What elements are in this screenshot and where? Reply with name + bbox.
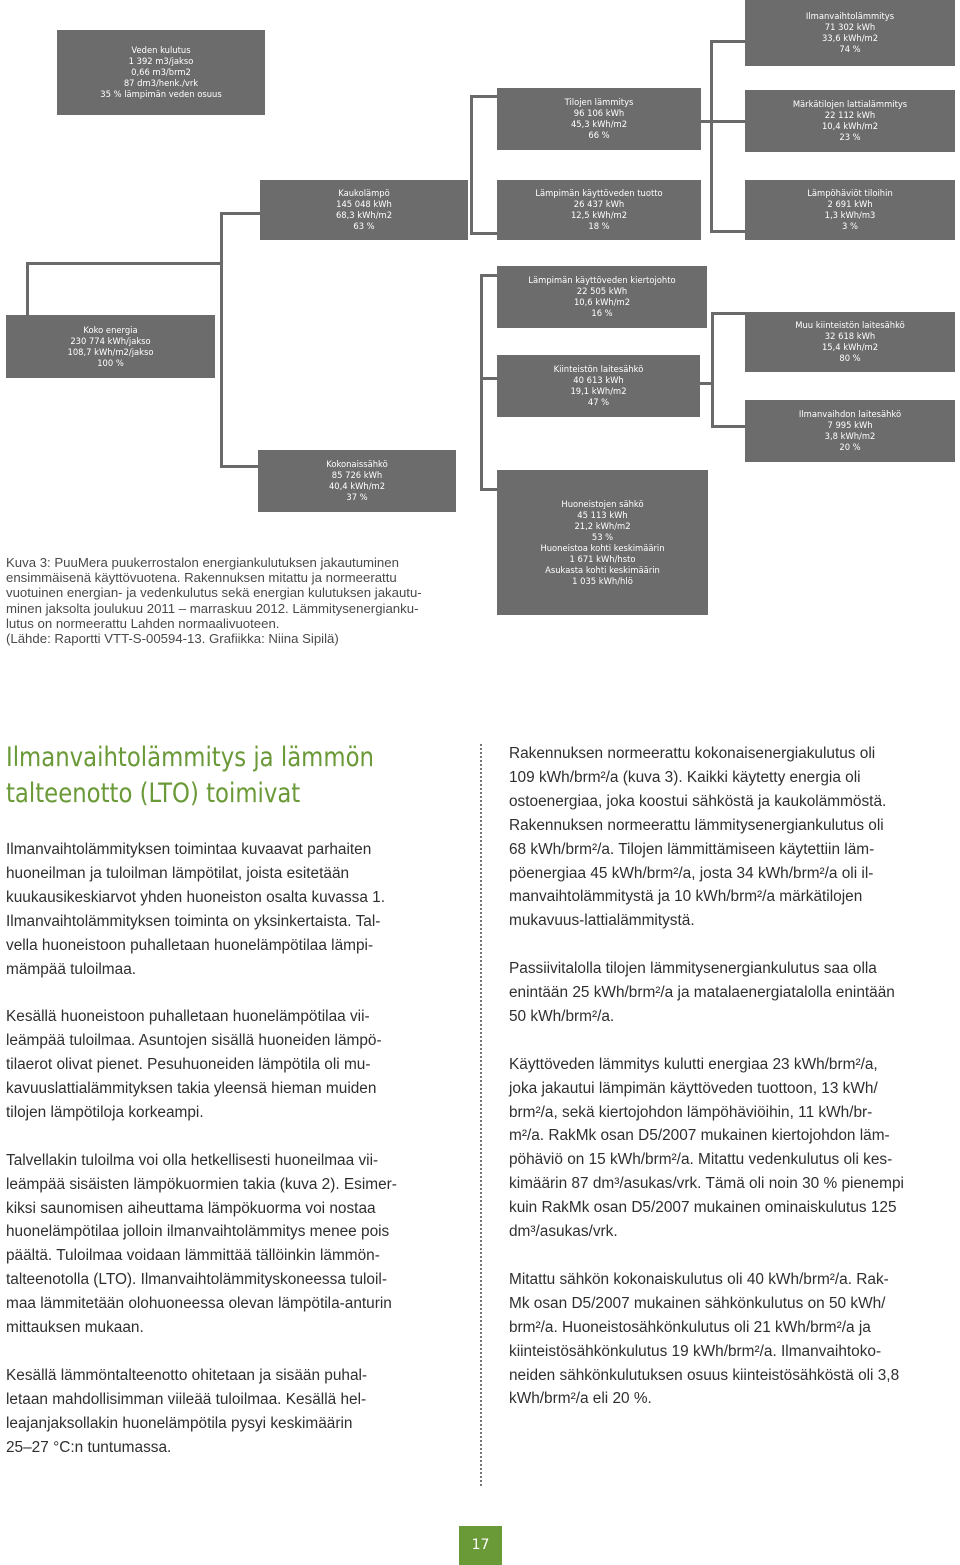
text-line: Käyttöveden lämmitys kulutti energiaa 23 kWh/brm²/a,	[509, 1055, 878, 1073]
box-line: Kiinteistön laitesähkö	[553, 364, 644, 374]
text-line: kuin RakMk osan D5/2007 mukainen ominaiskulutus 125	[509, 1199, 897, 1217]
text-line: Ilmanvaihtolämmityksen toimintaa kuvaavat parhaiten	[6, 841, 372, 858]
text-line: 25–27 °C:n tuntumassa.	[6, 1438, 172, 1456]
text-line: päältä. Tuloilmaa voidaan lämmittää tällöinkin lämmön-	[6, 1247, 380, 1265]
caption-line: (Lähde: Raportti VTT-S-00594-13. Grafiikka: Niina Sipilä)	[6, 631, 339, 647]
text-line: kiinteistösähkönkulutus 19 kWh/brm²/a. Ilmanvaihtoko-	[509, 1342, 882, 1360]
caption-line: vuotuinen energian- ja vedenkulutus sekä energian kulutuksen jakautu-	[6, 585, 422, 601]
box-line: Asukasta kohti keskimäärin	[545, 564, 660, 575]
caption-line: minen jaksolta joulukuu 2011 – marraskuu 2012. Lämmitysenergianku-	[6, 600, 419, 616]
box-line: 71 302 kWh	[824, 22, 876, 32]
box-line: 10,6 kWh/m2	[573, 297, 631, 307]
box-line: Kokonaissähkö	[326, 459, 388, 469]
figure-caption	[6, 555, 448, 646]
text-line: letaan mahdollisimman viileää tuloilmaa. Kesällä hel-	[6, 1390, 367, 1408]
apartment-electricity-box	[497, 470, 708, 615]
text-line: leämpää tuloilmaa. Asuntojen sisällä huoneiden lämpö-	[6, 1032, 382, 1050]
box-line: 40 613 kWh	[573, 375, 624, 385]
box-line: 0,66 m3/brm2	[131, 67, 191, 77]
connector	[220, 212, 223, 467]
total-electricity-box	[258, 450, 456, 512]
text-line: pöenergiaa 45 kWh/brm²/a, josta 34 kWh/brm²/a oli il-	[509, 864, 874, 882]
box-line: 108,7 kWh/m2/jakso	[67, 346, 154, 357]
text-line: Mk osan D5/2007 mukainen sähkönkulutus on 50 kWh/	[509, 1294, 886, 1312]
text-line: talteenotolla (LTO). Ilmanvaihtolämmityskoneessa tuloil-	[6, 1271, 387, 1289]
paragraph	[6, 1149, 451, 1340]
total-energy-box	[6, 315, 215, 378]
caption-line: ensimmäisenä käyttövuotena. Rakennuksen mitattu ja normeerattu	[6, 570, 397, 586]
ventilation-heating-box	[745, 0, 955, 66]
box-line: 10,4 kWh/m2	[821, 121, 879, 131]
district-heat-box	[260, 180, 468, 240]
box-line: 33,6 kWh/m2	[821, 33, 879, 43]
text-line: Rakennuksen normeerattu kokonaisenergiakulutus oli	[509, 745, 876, 762]
box-line: 3 %	[842, 221, 858, 231]
box-line: 2 691 kWh	[827, 199, 873, 209]
box-line: 1,3 kWh/m3	[824, 210, 876, 220]
text-line: kWh/brm²/a eli 20 %.	[509, 1390, 652, 1408]
left-column	[6, 838, 451, 1483]
box-line: 35 % lämpimän veden osuus	[100, 89, 222, 99]
box-line: 100 %	[97, 357, 124, 368]
paragraph	[6, 838, 451, 981]
box-line: Huoneistojen sähkö	[561, 498, 644, 509]
box-line: 45,3 kWh/m2	[570, 119, 628, 129]
box-line: 68,3 kWh/m2	[335, 210, 393, 220]
column-divider	[480, 744, 482, 1486]
text-line: ostoenergiaa, joka koostui sähköstä ja kaukolämmöstä.	[509, 792, 887, 810]
text-line: m²/a. RakMk osan D5/2007 mukainen kiertojohdon läm-	[509, 1127, 890, 1145]
box-line: Lämpöhäviöt tiloihin	[807, 188, 893, 198]
section-heading	[6, 740, 374, 812]
space-heating-box	[497, 88, 701, 150]
floor-heating-box	[745, 90, 955, 152]
connector	[710, 230, 750, 233]
paragraph	[509, 1268, 955, 1411]
text-line: Rakennuksen normeerattu lämmitysenergiankulutus oli	[509, 816, 884, 834]
caption-line: Kuva 3: PuuMera puukerrostalon energiankulutuksen jakautuminen	[6, 555, 399, 570]
box-line: 66 %	[588, 130, 610, 140]
text-line: vella huoneistoon puhalletaan huonelämpötilaa lämpi-	[6, 936, 374, 954]
text-line: kiksi saunomisen aiheuttama lämpökuorma voi nostaa	[6, 1199, 376, 1217]
box-line: 18 %	[588, 221, 610, 231]
paragraph	[509, 957, 955, 1029]
connector	[710, 40, 713, 233]
connector	[26, 262, 29, 316]
connector	[470, 95, 473, 235]
text-line: Passiivitalolla tilojen lämmitysenergiankulutus saa olla	[509, 960, 877, 978]
text-line: maa lämmitetään olohuoneessa olevan lämpötila-anturin	[6, 1295, 392, 1313]
text-line: 109 kWh/brm²/a (kuva 3). Kaikki käytetty energia oli	[509, 768, 861, 786]
text-line: pöhäviö on 15 kWh/brm²/a. Mitattu vedenkulutus oli kes-	[509, 1151, 893, 1169]
paragraph	[509, 742, 955, 933]
text-line: tilaerot olivat pienet. Pesuhuoneiden lämpötila oli mu-	[6, 1056, 371, 1074]
property-electricity-box	[497, 355, 700, 417]
box-line: 53 %	[591, 531, 614, 542]
box-line: 40,4 kWh/m2	[328, 481, 386, 491]
box-line: 23 %	[839, 132, 861, 142]
box-line: 3,8 kWh/m2	[824, 431, 876, 441]
text-line: tilojen lämpötiloja korkeampi.	[6, 1103, 204, 1121]
text-line: kuukausikeskiarvot yhden huoneiston osalta kuvassa 1.	[6, 888, 386, 906]
dhw-production-box	[497, 180, 701, 240]
text-line: dm³/asukas/vrk.	[509, 1223, 618, 1241]
connector	[710, 40, 750, 43]
text-line: 50 kWh/brm²/a.	[509, 1007, 615, 1025]
box-line: Lämpimän käyttöveden kiertojohto	[528, 275, 676, 285]
box-line: 37 %	[346, 492, 368, 502]
box-line: 74 %	[839, 44, 861, 54]
box-line: 26 437 kWh	[573, 199, 625, 209]
text-line: huoneilman ja tuloilman lämpötilat, joista esitetään	[6, 864, 350, 882]
box-line: 12,5 kWh/m2	[570, 210, 628, 220]
box-line: 85 726 kWh	[331, 470, 383, 480]
box-line: Ilmanvaihtolämmitys	[805, 11, 895, 21]
other-property-electricity-box	[745, 312, 955, 372]
connector	[470, 95, 500, 98]
connector	[480, 377, 498, 380]
box-line: Veden kulutus	[131, 45, 191, 55]
text-line: Talvellakin tuloilma voi olla hetkellisesti huoneilmaa vii-	[6, 1151, 379, 1169]
connector	[480, 488, 498, 491]
connector	[470, 232, 500, 235]
box-line: 1 671 kWh/hsto	[569, 553, 636, 564]
box-line: 15,4 kWh/m2	[821, 342, 879, 352]
box-line: 145 048 kWh	[336, 199, 392, 209]
box-line: 20 %	[839, 442, 861, 452]
paragraph	[6, 1364, 451, 1460]
connector	[710, 120, 750, 123]
box-line: 87 dm3/henk./vrk	[123, 78, 199, 88]
text-line: kavuuslattialämmityksen takia yleensä hieman muiden	[6, 1080, 377, 1098]
connector	[711, 312, 749, 315]
box-line: 47 %	[587, 397, 610, 407]
text-line: Mitattu sähkön kokonaiskulutus oli 40 kWh/brm²/a. Rak-	[509, 1270, 889, 1288]
connector	[711, 312, 714, 427]
connector	[480, 274, 498, 277]
box-line: 1 392 m3/jakso	[128, 56, 194, 66]
text-line: 68 kWh/brm²/a. Tilojen lämmittämiseen käytettiin läm-	[509, 840, 875, 858]
box-line: Muu kiinteistön laitesähkö	[795, 320, 905, 330]
heat-losses-box	[745, 180, 955, 240]
ventilation-electricity-box	[745, 400, 955, 462]
text-line: joka jakautui lämpimän käyttöveden tuottoon, 13 kWh/	[509, 1079, 878, 1097]
box-line: Huoneistoa kohti keskimäärin	[540, 542, 665, 553]
box-line: 96 106 kWh	[573, 108, 625, 118]
text-line: manvaihtolämmitystä ja 10 kWh/brm²/a märkätilojen	[509, 888, 863, 906]
box-line: 16 %	[591, 308, 613, 318]
box-line: 7 995 kWh	[827, 420, 873, 430]
box-line: Tilojen lämmitys	[564, 97, 634, 107]
text-line: kimäärin 87 dm³/asukas/vrk. Tämä oli noin 30 % pienempi	[509, 1175, 904, 1193]
connector	[26, 262, 221, 265]
text-line: Ilmanvaihtolämmityksen toiminta on yksinkertaista. Tal-	[6, 912, 381, 930]
box-line: 80 %	[839, 353, 861, 363]
text-line: Kesällä lämmöntalteenotto ohitetaan ja sisään puhal-	[6, 1366, 368, 1384]
text-line: mittauksen mukaan.	[6, 1319, 144, 1337]
box-line: Ilmanvaihdon laitesähkö	[798, 409, 902, 419]
box-line: 45 113 kWh	[577, 509, 628, 520]
box-line: 19,1 kWh/m2	[570, 386, 627, 396]
box-line: 21,2 kWh/m2	[574, 520, 631, 531]
text-line: leämpää sisäisten lämpökuormien takia (kuva 2). Esimer-	[6, 1175, 397, 1193]
text-line: neiden sähkönkulutuksen osuus kiinteistösähköstä oli 3,8	[509, 1366, 900, 1384]
text-line: Kesällä huoneistoon puhalletaan huonelämpötilaa vii-	[6, 1008, 370, 1026]
text-line: brm²/a, sekä kiertojohdon lämpöhäviöihin, 11 kWh/br-	[509, 1103, 873, 1121]
box-line: 63 %	[353, 221, 375, 231]
box-line: 32 618 kWh	[824, 331, 876, 341]
box-line: 1 035 kWh/hlö	[572, 575, 633, 586]
dhw-circulation-box	[497, 266, 707, 328]
paragraph	[6, 1005, 451, 1125]
text-line: enintään 25 kWh/brm²/a ja matalaenergiatalolla enintään	[509, 984, 895, 1002]
text-line: mukavuus-lattialämmitystä.	[509, 912, 695, 930]
box-line: 22 505 kWh	[576, 286, 628, 296]
text-line: huonelämpötilaa jolloin ilmanvaihtolämmitys menee pois	[6, 1223, 390, 1241]
text-line: leajanjaksollakin huonelämpötila pysyi keskimäärin	[6, 1414, 353, 1432]
box-line: Kaukolämpö	[338, 188, 390, 198]
box-line: 22 112 kWh	[824, 110, 876, 120]
heading-line: Ilmanvaihtolämmitys ja lämmön	[6, 742, 374, 773]
text-line: mämpää tuloilmaa.	[6, 960, 137, 978]
water-consumption-box	[57, 30, 265, 115]
connector	[480, 274, 483, 490]
box-line: Koko energia	[83, 324, 138, 335]
box-line: Märkätilojen lattialämmitys	[792, 99, 908, 109]
right-column	[509, 742, 955, 1435]
caption-line: lutus on normeerattu Lahden normaalivuoteen.	[6, 615, 280, 631]
box-line: 230 774 kWh/jakso	[70, 335, 151, 346]
paragraph	[509, 1053, 955, 1244]
connector	[711, 425, 749, 428]
heading-line: talteenotto (LTO) toimivat	[6, 778, 301, 809]
page-number: 17	[459, 1526, 502, 1565]
box-line: Lämpimän käyttöveden tuotto	[535, 188, 663, 198]
text-line: brm²/a. Huoneistosähkönkulutus oli 21 kWh/brm²/a ja	[509, 1318, 871, 1336]
